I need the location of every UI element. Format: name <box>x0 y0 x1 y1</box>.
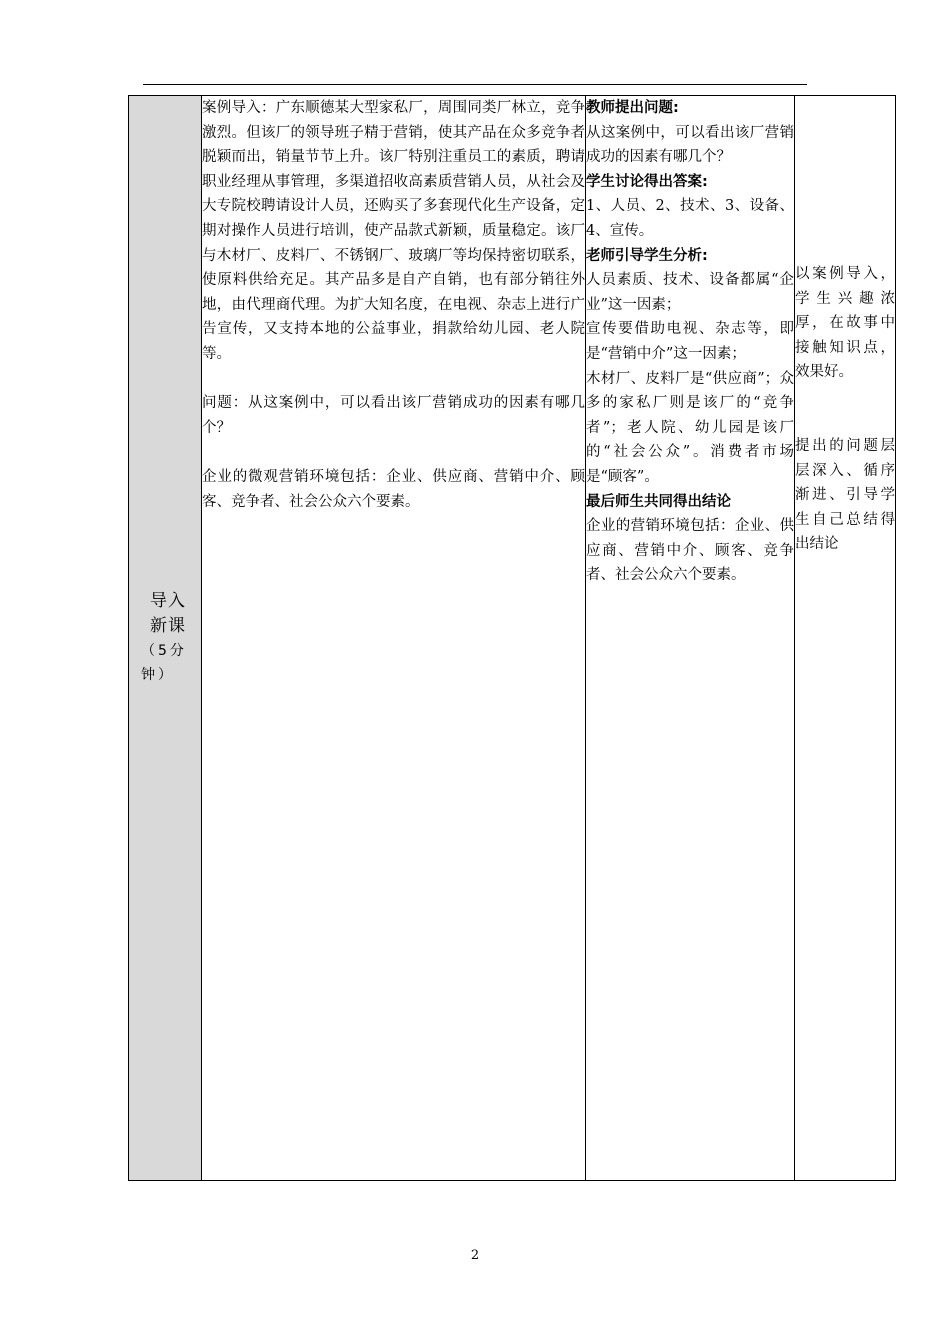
design-note-2: 提出的问题层层深入、循序渐进、引导学生自己总结得出结论 <box>795 437 895 553</box>
final-conclusion-text: 企业的营销环境包括：企业、供应商、营销中介、顾客、竞争者、社会公众六个要素。 <box>586 518 794 584</box>
stage-title-line1: 导入 <box>150 591 186 611</box>
teacher-question-text: 从这案例中，可以看出该厂营销成功的因素有哪几个？ <box>586 124 794 166</box>
stage-time: （5分钟） <box>141 643 187 683</box>
teacher-guide-text-3: 木材厂、皮料厂是“供应商”；众多的家私厂则是该厂的“竞争者”；老人院、幼儿园是该厂的“社会公众”。消费者市场是“顾客”。 <box>586 370 794 485</box>
case-question-text: 问题：从这案例中，可以看出该厂营销成功的因素有哪几个？ <box>202 395 585 436</box>
stage-title-line2: 新课 <box>150 616 186 636</box>
design-note-1: 以案例导入，学生兴趣浓厚，在故事中接触知识点，效果好。 <box>795 266 895 381</box>
header-rule <box>143 84 807 85</box>
teacher-guide-text-2: 宣传要借助电视、杂志等，即是“营销中介”这一因素； <box>586 321 794 362</box>
teacher-question-heading: 教师提出问题: <box>586 100 679 116</box>
teaching-content-cell <box>202 96 586 1181</box>
case-conclusion-text: 企业的微观营销环境包括：企业、供应商、营销中介、顾客、竞争者、社会公众六个要素。 <box>202 468 585 510</box>
table-row <box>129 96 896 1181</box>
student-discussion-text: 1、人员、2、技术、3、设备、4、宣传。 <box>586 198 794 239</box>
design-intent-cell <box>795 96 896 1181</box>
lesson-plan-table <box>128 95 896 1181</box>
stage-cell <box>129 96 202 1181</box>
student-discussion-heading: 学生讨论得出答案: <box>586 173 708 190</box>
teacher-activity-cell <box>586 96 795 1181</box>
teacher-guide-heading: 老师引导学生分析: <box>586 247 708 264</box>
case-intro-text: 案例导入：广东顺德某大型家私厂，周围同类厂林立，竞争激烈。但该厂的领导班子精于营销，使其产品在众多竞争者脱颖而出，销量节节上升。该厂特别注重员工的素质，聘请职业经理从事管理，多渠道招收高素质营销人员，从社会及大专院校聘请设计人员，还购买了多套现代化生产设备，定期对操作人员进行培训，使产品款式新颖，质量稳定。该厂与木材厂、皮料厂、不锈钢厂、玻璃厂等均保持密切联系，使原料供给充足。其产品多是自产自销，也有部分销往外地，由代理商代理。为扩大知名度，在电视、杂志上进行广告宣传，又支持本地的公益事业，捐款给幼儿园、老人院等。 <box>202 100 585 362</box>
final-conclusion-heading: 最后师生共同得出结论 <box>586 493 731 510</box>
page-number: 2 <box>470 1248 480 1263</box>
teacher-guide-text-1: 人员素质、技术、设备都属“企业”这一因素； <box>586 272 794 313</box>
